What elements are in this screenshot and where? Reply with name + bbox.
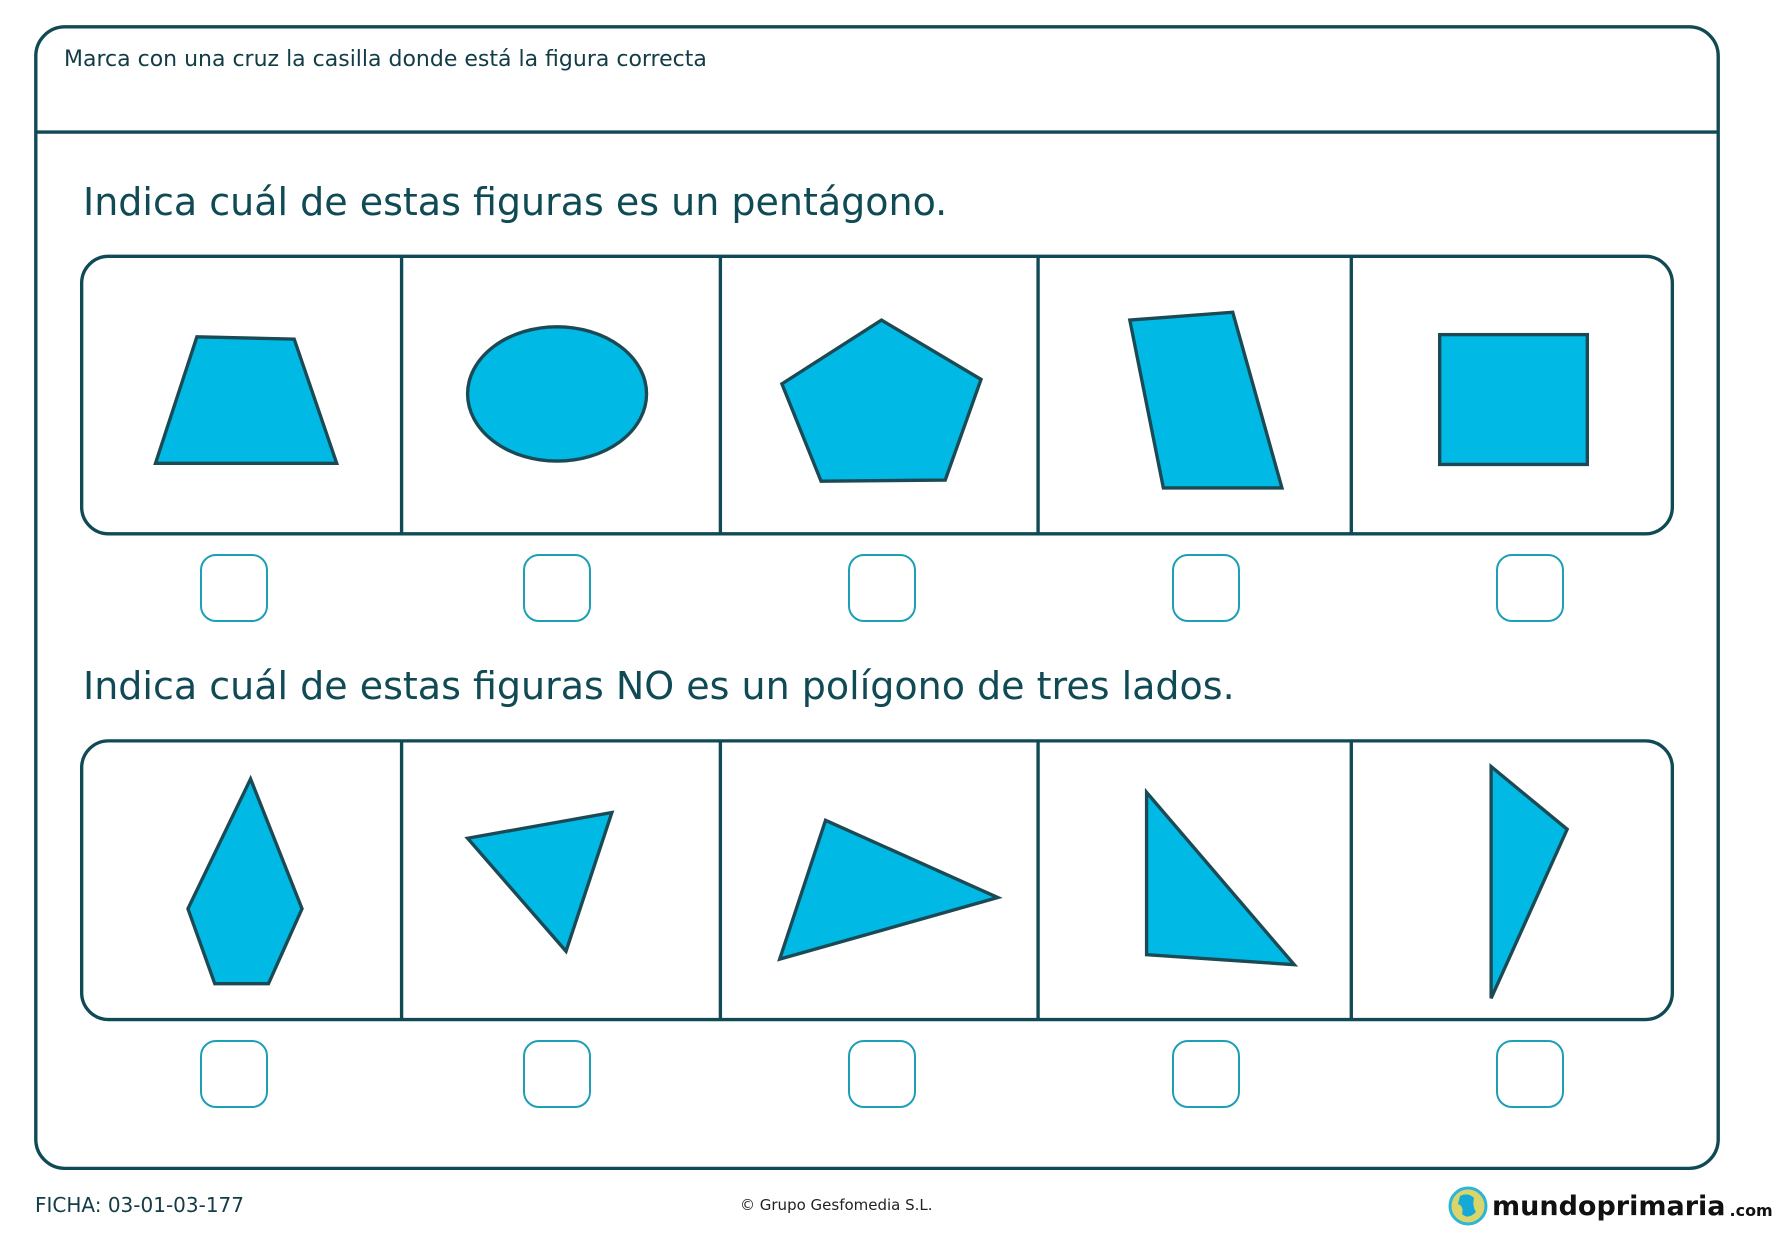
checkbox-q1-5[interactable]: [1496, 554, 1564, 622]
checkbox-q1-4[interactable]: [1172, 554, 1240, 622]
shape-triangle: [468, 812, 612, 951]
shape-square: [1440, 335, 1588, 465]
copyright: © Grupo Gesfomedia S.L.: [740, 1196, 933, 1214]
checkbox-q1-2[interactable]: [523, 554, 591, 622]
shape-quadrilateral: [1130, 312, 1282, 488]
shape-right-triangle: [1147, 792, 1295, 964]
mundoprimaria-logo[interactable]: [1448, 1186, 1773, 1226]
worksheet-code: FICHA: 03-01-03-177: [35, 1193, 245, 1217]
shape-ellipse: [468, 327, 647, 461]
logo-domain: .com: [1729, 1200, 1773, 1220]
checkbox-q1-1[interactable]: [200, 554, 268, 622]
shape-pentagon: [782, 320, 981, 481]
globe-icon: [1448, 1186, 1488, 1226]
logo-name: mundoprimaria: [1492, 1190, 1726, 1222]
shape-triangle: [1491, 767, 1567, 999]
question-1-title: Indica cuál de estas figuras es un pentágono.: [83, 180, 948, 224]
checkbox-q2-3[interactable]: [848, 1040, 916, 1108]
shape-triangle: [780, 820, 998, 959]
instruction-text: Marca con una cruz la casilla donde está la figura correcta: [64, 47, 707, 72]
shape-trapezoid: [155, 337, 336, 463]
checkbox-q2-4[interactable]: [1172, 1040, 1240, 1108]
question-2-title: Indica cuál de estas figuras NO es un polígono de tres lados.: [83, 664, 1235, 708]
checkbox-q2-2[interactable]: [523, 1040, 591, 1108]
checkbox-q1-3[interactable]: [848, 554, 916, 622]
shape-hexagon: [188, 779, 302, 984]
checkbox-q2-5[interactable]: [1496, 1040, 1564, 1108]
checkbox-q2-1[interactable]: [200, 1040, 268, 1108]
